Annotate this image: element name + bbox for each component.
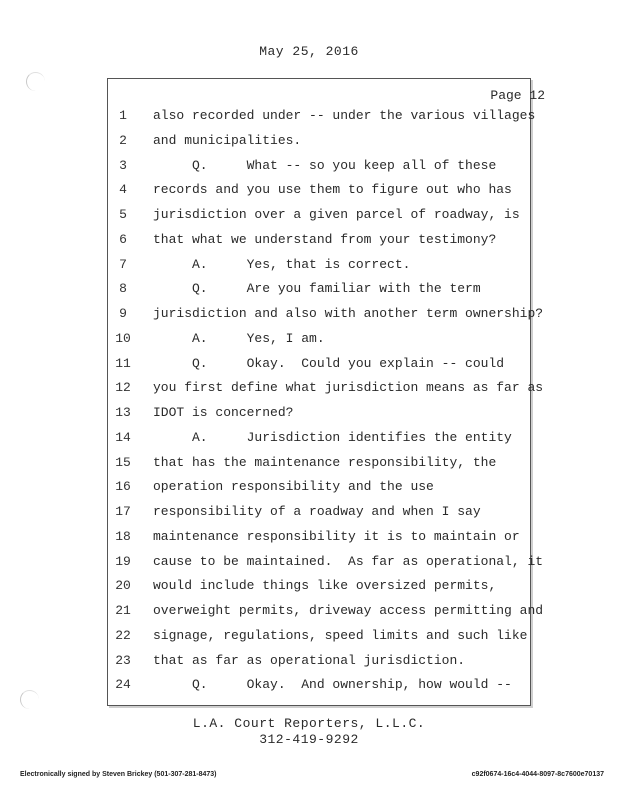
transcript-line [0,228,618,253]
line-text: Q. Are you familiar with the term [153,281,481,297]
line-number: 5 [119,207,127,222]
line-text: A. Yes, that is correct. [153,256,411,272]
line-number: 8 [119,281,127,297]
line-number: 10 [115,330,131,346]
reporter-firm-name: L.A. Court Reporters, L.L.C. [192,716,426,731]
line-number: 20 [115,578,131,594]
transcript-lines [0,104,618,698]
line-number: 6 [119,231,127,247]
transcript-line [0,376,618,401]
line-text: responsibility of a roadway and when I say [153,504,481,519]
transcript-line [0,624,618,649]
line-number: 11 [115,355,131,371]
line-number: 3 [119,157,127,173]
line-number: 4 [119,182,127,198]
line-text: also recorded under -- under the various villages [153,108,536,123]
line-text: that has the maintenance responsibility, the [153,454,497,470]
line-text: and municipalities. [153,132,302,148]
line-text: Q. What -- so you keep all of these [153,157,497,173]
line-text: that what we understand from your testimony? [153,231,497,247]
line-text: jurisdiction over a given parcel of roadway, is [153,207,520,222]
document-id: c92f0674-16c4-4044-8097-8c7600e70137 [471,771,604,778]
line-number: 21 [115,603,131,618]
line-number: 14 [115,429,131,445]
line-number: 22 [115,627,131,643]
line-number: 1 [119,108,127,123]
transcript-line [0,253,618,278]
line-text: Q. Okay. Could you explain -- could [153,355,505,371]
line-text: Q. Okay. And ownership, how would -- [153,677,512,693]
transcript-line [0,203,618,228]
line-text: you first define what jurisdiction means as far as [153,380,544,396]
transcript-line [0,178,618,203]
transcript-line [0,451,618,476]
transcript-line [0,525,618,550]
punch-hole-top [26,72,45,91]
transcript-line [0,129,618,154]
page-number: Page 12 [490,88,545,103]
transcript-line [0,104,618,129]
transcript-line [0,475,618,500]
transcript-line [0,673,618,698]
line-text: that as far as operational jurisdiction. [153,652,466,668]
line-number: 7 [119,256,127,272]
line-text: A. Jurisdiction identifies the entity [153,429,512,445]
line-text: cause to be maintained. As far as operational, it [153,553,544,569]
line-number: 12 [115,380,131,396]
line-text: overweight permits, driveway access permitting and [153,603,544,618]
line-number: 17 [115,504,131,519]
line-text: signage, regulations, speed limits and such like [153,627,528,643]
transcript-line [0,574,618,599]
line-text: jurisdiction and also with another term ownership? [153,306,544,321]
line-number: 19 [115,553,131,569]
line-text: A. Yes, I am. [153,330,325,346]
reporter-phone: 312-419-9292 [259,732,359,747]
line-text: operation responsibility and the use [153,479,434,495]
transcript-line [0,277,618,302]
line-number: 23 [115,652,131,668]
electronic-signature-notice: Electronically signed by Steven Brickey (501-307-281-8473) [20,771,217,778]
line-text: maintenance responsibility it is to maintain or [153,528,520,544]
transcript-line [0,426,618,451]
transcript-line [0,352,618,377]
transcript-line [0,599,618,624]
transcript-line [0,302,618,327]
line-number: 9 [119,306,127,321]
line-number: 15 [115,454,131,470]
transcript-line [0,327,618,352]
line-text: IDOT is concerned? [153,405,294,420]
line-number: 13 [115,405,131,420]
line-text: records and you use them to figure out who has [153,182,512,198]
transcript-line [0,401,618,426]
transcript-line [0,649,618,674]
line-text: would include things like oversized permits, [153,578,497,594]
transcript-line [0,154,618,179]
line-number: 18 [115,528,131,544]
line-number: 2 [119,132,127,148]
line-number: 24 [115,677,131,693]
transcript-line [0,500,618,525]
line-number: 16 [115,479,131,495]
transcript-date: May 25, 2016 [259,44,359,59]
transcript-line [0,550,618,575]
